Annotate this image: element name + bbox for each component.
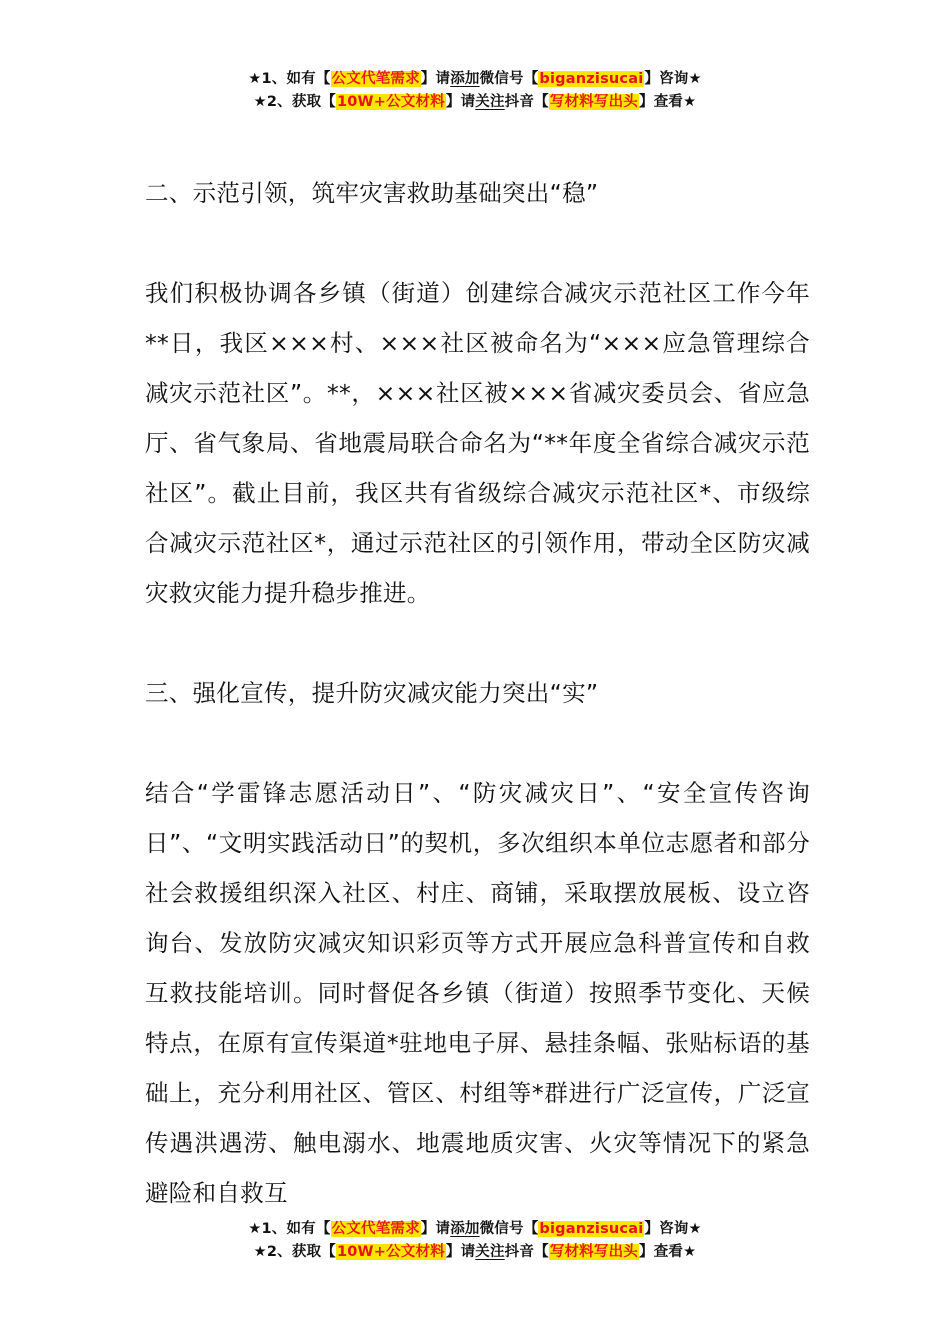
banner-text: ★2、获取【 — [253, 94, 336, 110]
section-heading: 二、示范引领，筑牢灾害救助基础突出“稳” — [145, 179, 599, 207]
section-paragraph: 结合“学雷锋志愿活动日”、“防灾减灾日”、“安全宣传咨询日”、“文明实践活动日”的契机，多次组织本单位志愿者和部分社会救援组织深入社区、村庄、商铺，采取摆放展板、设立咨询台、发放防灾减灾知识彩页等方式开展应急科普宣传和自救互救技能培训。同时督促各乡镇（街道）按照季节变化、天候特点，在原有宣传渠道*驻地电子屏、悬挂条幅、张贴标语的基础上，充分利用社区、管区、村组等*群进行广泛宣传，广泛宣传遇洪遇涝、触电溺水、地震地质灾害、火灾等情况下的紧急避险和自救互 — [145, 779, 810, 1207]
banner-text: ★1、如有【 — [248, 71, 331, 87]
section-paragraph: 我们积极协调各乡镇（街道）创建综合减灾示范社区工作今年**日，我区×××村、×××社区被命名为“×××应急管理综合减灾示范社区”。**，×××社区被×××省减灾委员会、省应急厅、省气象局、省地震局联合命名为“**年度全省综合减灾示范社区”。截止目前，我区共有省级综合减灾示范社区*、市级综合减灾示范社区*，通过示范社区的引领作用，带动全区防灾减灾救灾能力提升稳步推进。 — [145, 279, 810, 607]
banner-text: 微信号【 — [479, 71, 539, 87]
banner-highlight: 公文代笔需求 — [331, 71, 420, 87]
banner-highlight: 写材料写出头 — [549, 1244, 639, 1260]
banner-underlined: 添加 — [450, 1221, 480, 1237]
banner-text: 抖音【 — [504, 94, 549, 110]
footer-banner — [0, 1218, 950, 1264]
banner-highlight: 10W+公文材料 — [336, 94, 445, 110]
banner-line-2 — [0, 1241, 950, 1264]
banner-text: 】咨询★ — [644, 71, 702, 87]
banner-line-2 — [0, 91, 950, 114]
banner-text: 】请 — [420, 71, 451, 87]
banner-text: 】请 — [420, 1221, 451, 1237]
banner-text: ★2、获取【 — [253, 1244, 336, 1260]
document-body — [145, 168, 810, 1218]
banner-text: 】请 — [445, 94, 476, 110]
banner-line-1 — [0, 68, 950, 91]
header-banner — [0, 68, 950, 114]
banner-underlined: 关注 — [475, 1244, 505, 1260]
banner-line-1 — [0, 1218, 950, 1241]
banner-text: 微信号【 — [479, 1221, 539, 1237]
banner-text: 】查看★ — [639, 94, 697, 110]
banner-text: 】咨询★ — [644, 1221, 702, 1237]
banner-highlight: biganzisucai — [539, 71, 644, 87]
banner-text: 】查看★ — [639, 1244, 697, 1260]
banner-highlight: 写材料写出头 — [549, 94, 639, 110]
banner-text: 】请 — [445, 1244, 476, 1260]
section-heading: 三、强化宣传，提升防灾减灾能力突出“实” — [145, 679, 599, 707]
banner-highlight: 公文代笔需求 — [331, 1221, 420, 1237]
banner-highlight: 10W+公文材料 — [336, 1244, 445, 1260]
banner-underlined: 添加 — [450, 71, 480, 87]
banner-underlined: 关注 — [475, 94, 505, 110]
banner-text: 抖音【 — [504, 1244, 549, 1260]
banner-highlight: biganzisucai — [539, 1221, 644, 1237]
banner-text: ★1、如有【 — [248, 1221, 331, 1237]
